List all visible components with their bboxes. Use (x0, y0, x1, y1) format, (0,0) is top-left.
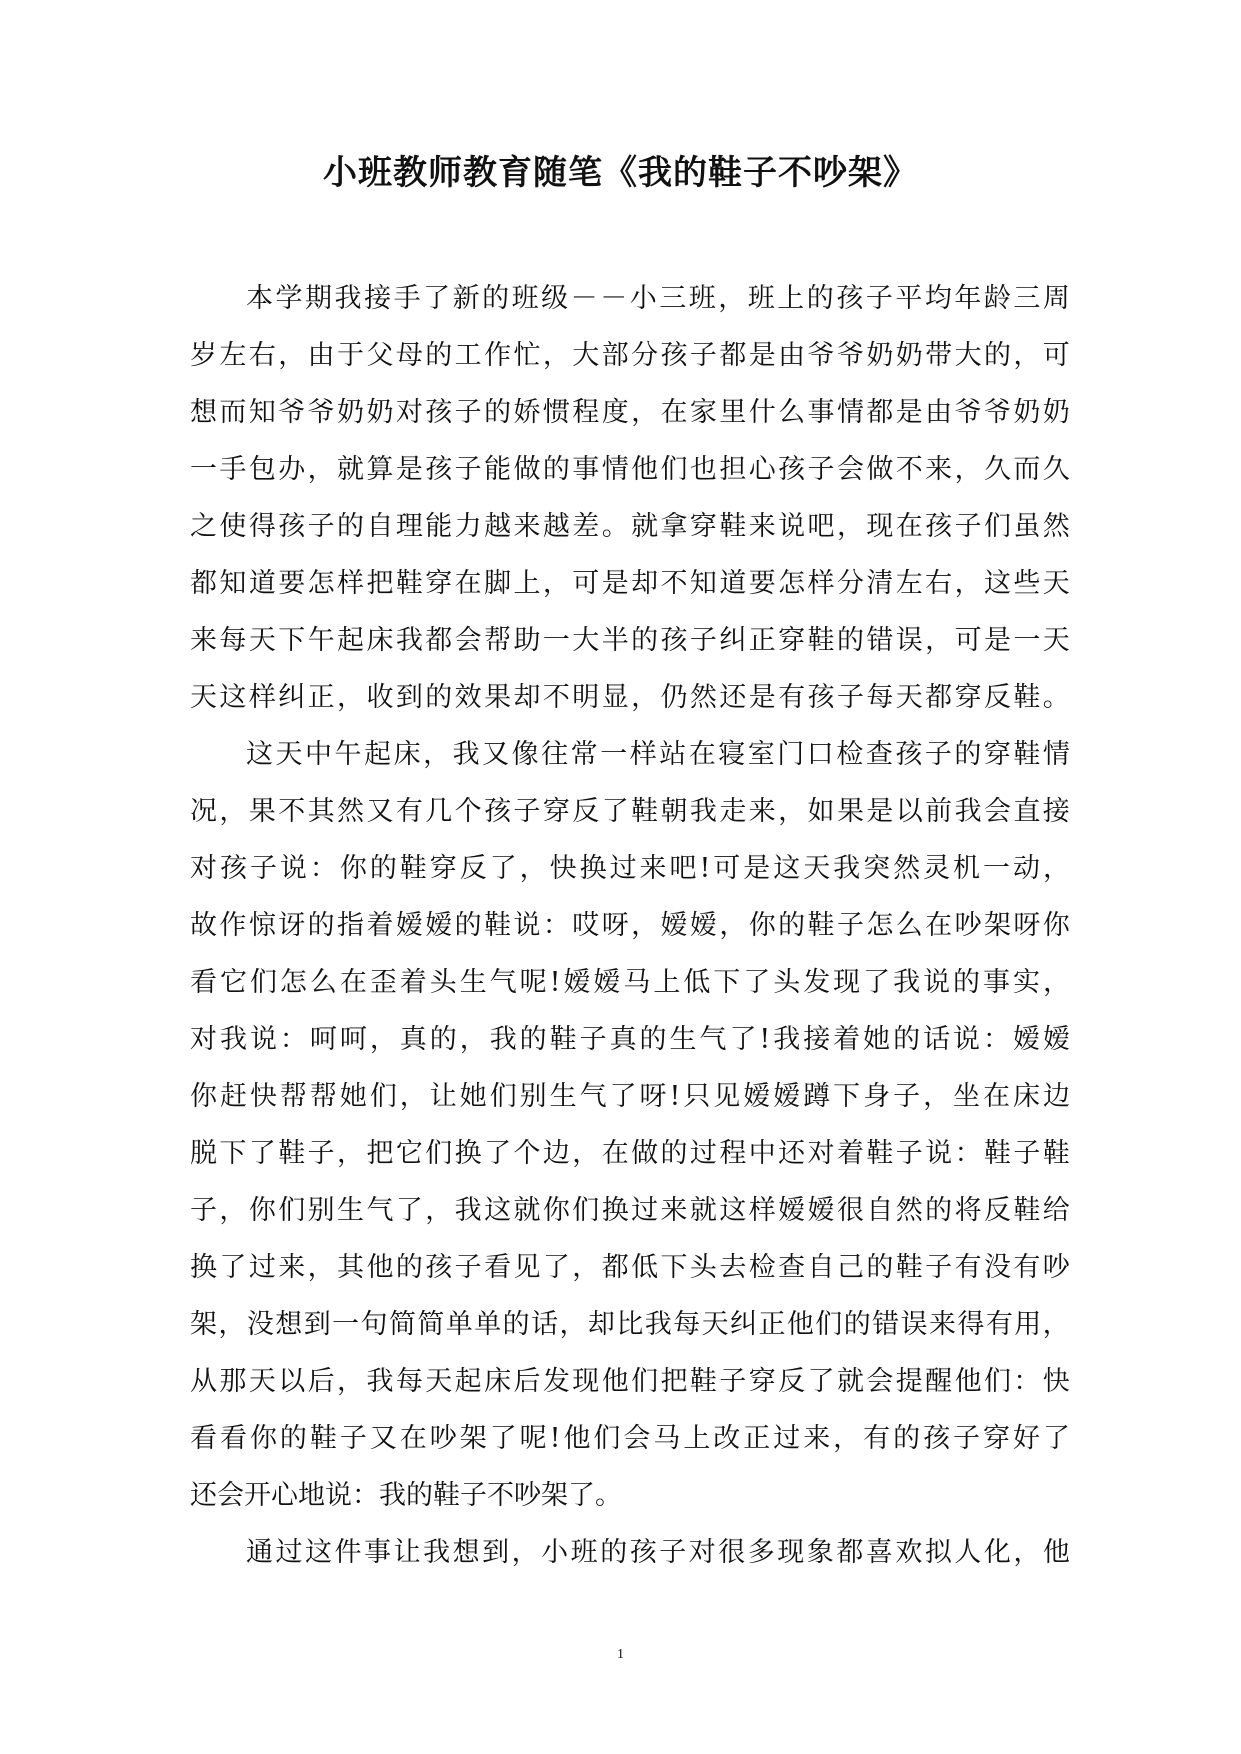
text-line: 一 手 包 办 ， 就 算 是 孩 子 能 做 的 事 情 他 们 也 担 心 孩 子 会 做 不 来 ， 久 而 久 (190, 454, 1070, 485)
text-line: 看 看 你 的 鞋 子 又 在 吵 架 了 呢 ! 他 们 会 马 上 改 正 过 来 ， 有 的 孩 子 穿 好 了 (190, 1423, 1070, 1454)
paragraph-1 (190, 270, 1070, 726)
document-body (190, 270, 1070, 1581)
text-line: 子 ， 你 们 别 生 气 了 ， 我 这 就 你 们 换 过 来 就 这 样 嫒 嫒 很 自 然 的 将 反 鞋 给 (190, 1195, 1070, 1226)
text-line: 对 孩 子 说 ： 你 的 鞋 穿 反 了 ， 快 换 过 来 吧 ! 可 是 这 天 我 突 然 灵 机 一 动 ， (190, 853, 1070, 884)
paragraph-2 (190, 726, 1070, 1524)
text-line: 之 使 得 孩 子 的 自 理 能 力 越 来 越 差 。 就 拿 穿 鞋 来 说 吧 ， 现 在 孩 子 们 虽 然 (190, 511, 1070, 542)
text-line: 架 ， 没 想 到 一 句 简 简 单 单 的 话 ， 却 比 我 每 天 纠 正 他 们 的 错 误 来 得 有 用 ， (190, 1309, 1070, 1340)
text-line: 换 了 过 来 ， 其 他 的 孩 子 看 见 了 ， 都 低 下 头 去 检 查 自 己 的 鞋 子 有 没 有 吵 (190, 1252, 1070, 1283)
text-line: 从 那 天 以 后 ， 我 每 天 起 床 后 发 现 他 们 把 鞋 子 穿 反 了 就 会 提 醒 他 们 ： 快 (190, 1366, 1070, 1397)
document-title: 小班教师教育随笔《我的鞋子不吵架》 (323, 153, 918, 193)
text-line: 都 知 道 要 怎 样 把 鞋 穿 在 脚 上 ， 可 是 却 不 知 道 要 怎 样 分 清 左 右 ， 这 些 天 (190, 568, 1070, 599)
text-line: 想 而 知 爷 爷 奶 奶 对 孩 子 的 娇 惯 程 度 ， 在 家 里 什 么 事 情 都 是 由 爷 爷 奶 奶 (190, 397, 1070, 428)
text-line: 还会开心地说：我的鞋子不吵架了。 (190, 1480, 622, 1511)
text-line: 本 学 期 我 接 手 了 新 的 班 级 － － 小 三 班 ， 班 上 的 孩 子 平 均 年 龄 三 周 (246, 283, 1070, 314)
text-line: 天 这 样 纠 正 ， 收 到 的 效 果 却 不 明 显 ， 仍 然 还 是 有 孩 子 每 天 都 穿 反 鞋 。 (190, 682, 1070, 713)
text-line: 通 过 这 件 事 让 我 想 到 ， 小 班 的 孩 子 对 很 多 现 象 都 喜 欢 拟 人 化 ， 他 (246, 1537, 1070, 1568)
text-line: 你 赶 快 帮 帮 她 们 ， 让 她 们 别 生 气 了 呀 ! 只 见 嫒 嫒 蹲 下 身 子 ， 坐 在 床 边 (190, 1081, 1070, 1112)
text-line: 故 作 惊 讶 的 指 着 嫒 嫒 的 鞋 说 ： 哎 呀 ， 嫒 嫒 ， 你 的 鞋 子 怎 么 在 吵 架 呀 你 (190, 910, 1070, 941)
text-line: 来 每 天 下 午 起 床 我 都 会 帮 助 一 大 半 的 孩 子 纠 正 穿 鞋 的 错 误 ， 可 是 一 天 (190, 625, 1070, 656)
text-line: 看 它 们 怎 么 在 歪 着 头 生 气 呢 ! 嫒 嫒 马 上 低 下 了 头 发 现 了 我 说 的 事 实 ， (190, 967, 1070, 998)
text-line: 脱 下 了 鞋 子 ， 把 它 们 换 了 个 边 ， 在 做 的 过 程 中 还 对 着 鞋 子 说 ： 鞋 子 鞋 (190, 1138, 1070, 1169)
text-line: 况 ， 果 不 其 然 又 有 几 个 孩 子 穿 反 了 鞋 朝 我 走 来 ， 如 果 是 以 前 我 会 直 接 (190, 796, 1070, 827)
paragraph-3 (190, 1524, 1070, 1581)
text-line: 岁 左 右 ， 由 于 父 母 的 工 作 忙 ， 大 部 分 孩 子 都 是 由 爷 爷 奶 奶 带 大 的 ， 可 (190, 340, 1070, 371)
page-number: 1 (617, 1647, 624, 1662)
text-line: 这 天 中 午 起 床 ， 我 又 像 往 常 一 样 站 在 寝 室 门 口 检 查 孩 子 的 穿 鞋 情 (246, 739, 1070, 770)
text-line: 对 我 说 ： 呵 呵 ， 真 的 ， 我 的 鞋 子 真 的 生 气 了 ! 我 接 着 她 的 话 说 ： 嫒 嫒 (190, 1024, 1070, 1055)
